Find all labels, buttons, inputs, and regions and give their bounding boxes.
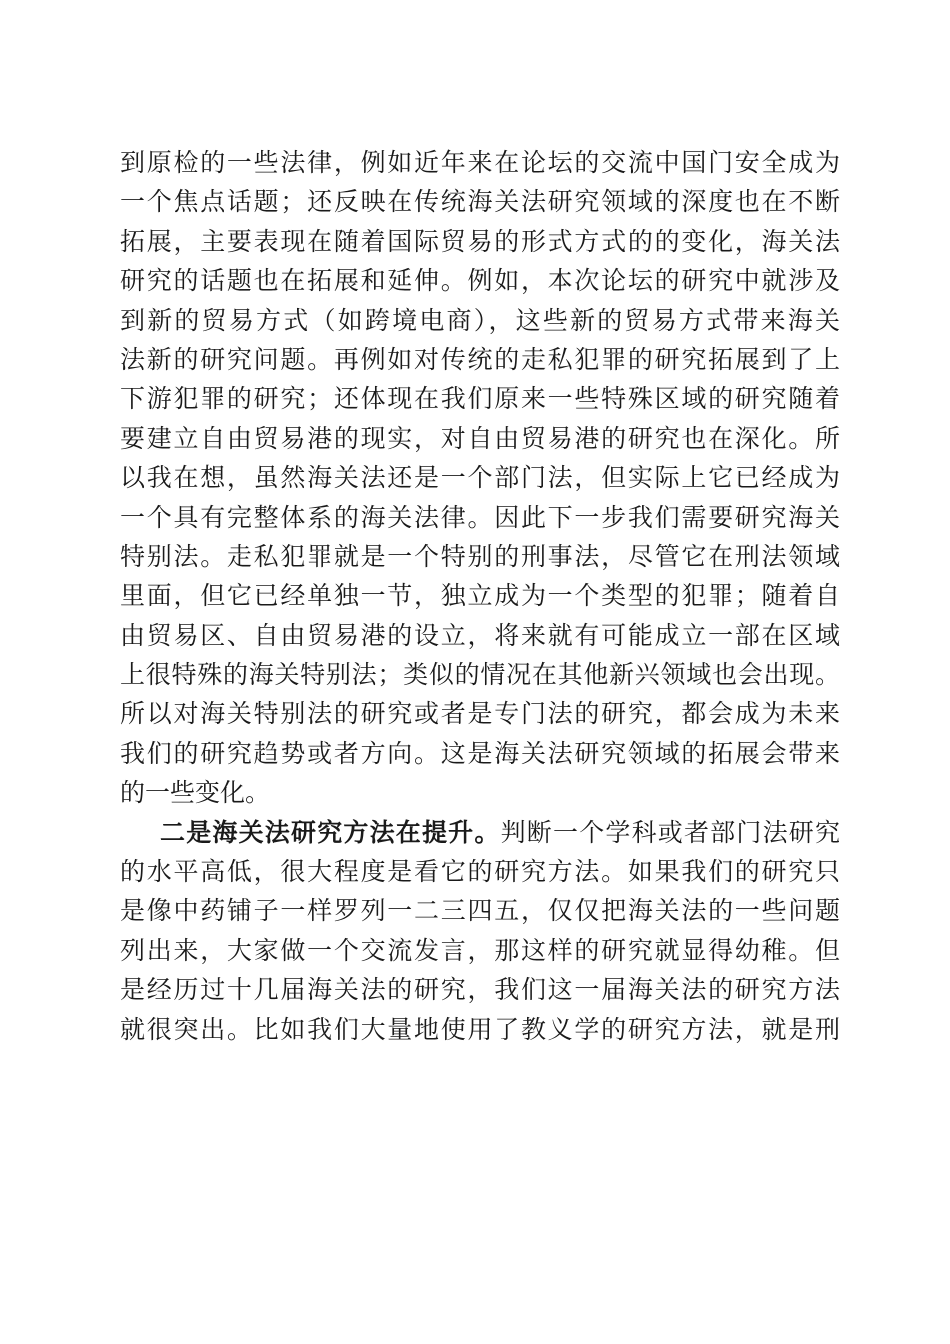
text-line: 研究的话题也在拓展和延伸。例如，本次论坛的研究中就涉及: [120, 266, 840, 296]
text-line: 以我在想，虽然海关法还是一个部门法，但实际上它已经成为: [120, 463, 840, 493]
text-line: 上很特殊的海关特别法；类似的情况在其他新兴领域也会出现。: [120, 660, 840, 690]
text-line: 我们的研究趋势或者方向。这是海关法研究领域的拓展会带来: [120, 738, 840, 768]
text-line: 所以对海关特别法的研究或者是专门法的研究，都会成为未来: [120, 699, 840, 729]
paragraph-2: [120, 813, 840, 1049]
text-line: 的一些变化。: [120, 778, 271, 808]
text-line: 到原检的一些法律，例如近年来在论坛的交流中国门安全成为: [120, 148, 840, 177]
text-line: 一个焦点话题；还反映在传统海关法研究领域的深度也在不断: [120, 187, 840, 217]
text-line: 法新的研究问题。再例如对传统的走私犯罪的研究拓展到了上: [120, 344, 840, 374]
text-line-rest: 判断一个学科或者部门法研究: [500, 817, 840, 847]
text-line: 是经历过十几届海关法的研究，我们这一届海关法的研究方法: [120, 975, 840, 1005]
text-line: 里面，但它已经单独一节，独立成为一个类型的犯罪；随着自: [120, 581, 840, 611]
text-line: 到新的贸易方式（如跨境电商），这些新的贸易方式带来海关: [120, 305, 840, 335]
text-line: [120, 813, 840, 852]
text-line: 列出来，大家做一个交流发言，那这样的研究就显得幼稚。但: [120, 935, 840, 965]
text-line: 就很突出。比如我们大量地使用了教义学的研究方法，就是刑: [120, 1014, 840, 1044]
text-line: 要建立自由贸易港的现实，对自由贸易港的研究也在深化。所: [120, 423, 840, 453]
text-line: 由贸易区、自由贸易港的设立，将来就有可能成立一部在区域: [120, 620, 840, 650]
section-heading: 二是海关法研究方法在提升。: [160, 817, 501, 847]
paragraph-1: [120, 143, 840, 813]
text-line: 一个具有完整体系的海关法律。因此下一步我们需要研究海关: [120, 502, 840, 532]
text-line: 的水平高低，很大程度是看它的研究方法。如果我们的研究只: [120, 857, 840, 887]
text-line: 拓展，主要表现在随着国际贸易的形式方式的的变化，海关法: [120, 226, 840, 256]
text-line: 是像中药铺子一样罗列一二三四五，仅仅把海关法的一些问题: [120, 896, 840, 926]
text-line: 特别法。走私犯罪就是一个特别的刑事法，尽管它在刑法领域: [120, 541, 840, 571]
text-line: 下游犯罪的研究；还体现在我们原来一些特殊区域的研究随着: [120, 384, 840, 414]
document-body: [120, 143, 840, 1049]
